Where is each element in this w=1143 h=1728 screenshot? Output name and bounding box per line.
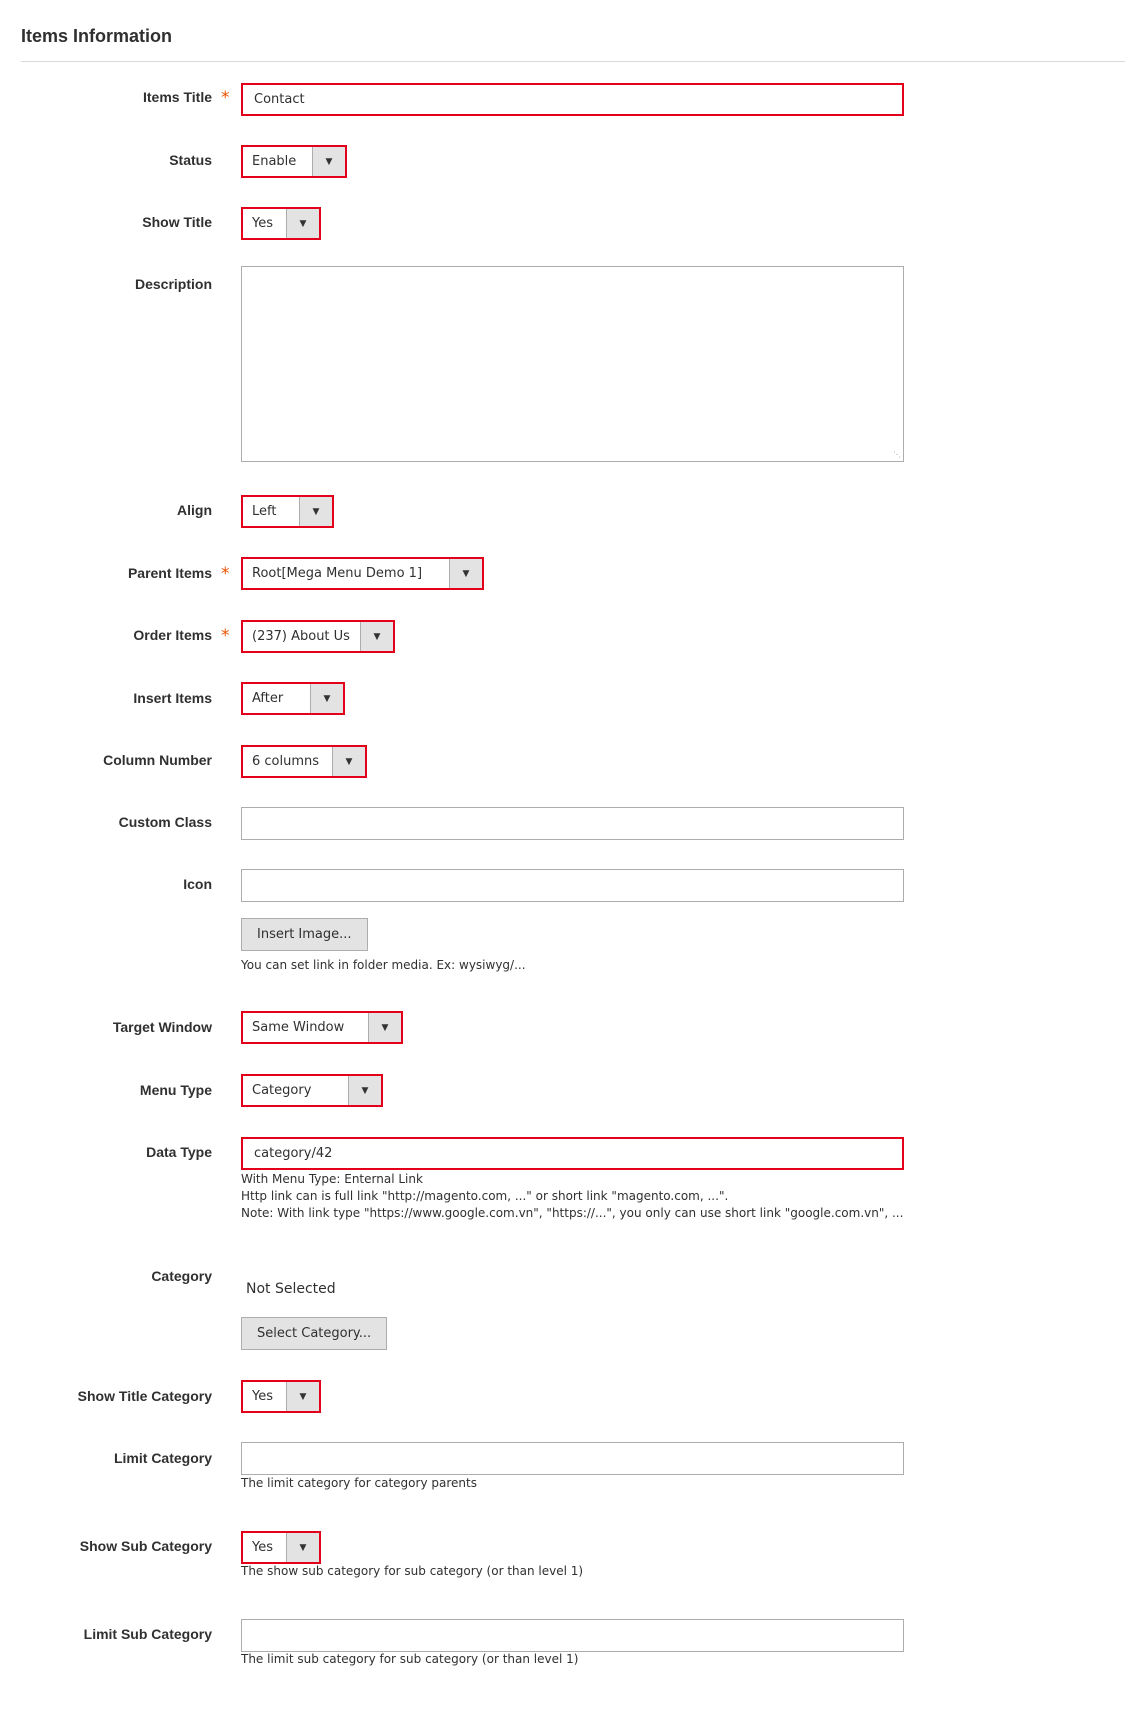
section-divider [21,61,1125,62]
column-number-select[interactable] [241,745,367,778]
category-label: Category [151,1268,212,1284]
limit-category-label: Limit Category [113,1450,212,1466]
chevron-down-icon: ▼ [286,209,319,238]
chevron-down-icon: ▼ [286,1382,319,1411]
limit-category-input[interactable] [241,1442,904,1475]
select-category-button[interactable]: Select Category... [241,1317,387,1350]
section-title: Items Information [21,26,173,46]
icon-label: Icon [183,876,212,892]
order-items-select[interactable] [241,620,395,653]
align-select-value: Left [252,504,277,519]
description-textarea[interactable] [241,266,904,462]
data-type-input[interactable]: category/42 [241,1137,904,1170]
required-marker: * [221,626,230,646]
order-items-select-value: (237) About Us [252,629,350,644]
status-label: Status [169,152,212,168]
show-title-category-label: Show Title Category [77,1388,212,1404]
limit-sub-category-label: Limit Sub Category [83,1626,212,1642]
chevron-down-icon: ▼ [299,497,332,526]
data-type-note: With Menu Type: Enternal Link [241,1172,423,1186]
icon-note: You can set link in folder media. Ex: wysiwyg/... [241,958,526,972]
chevron-down-icon: ▼ [332,747,365,776]
align-label: Align [177,502,212,518]
show-title-category-select-value: Yes [252,1389,273,1404]
target-window-select[interactable] [241,1011,403,1044]
category-selection-text: Not Selected [246,1281,336,1297]
limit-sub-category-note: The limit sub category for sub category (or than level 1) [241,1652,579,1666]
column-number-label: Column Number [103,752,212,768]
data-type-note: Http link can is full link "http://magento.com, ..." or short link "magento.com, ...". [241,1189,729,1203]
menu-type-select-value: Category [252,1083,312,1098]
align-select[interactable] [241,495,334,528]
insert-items-select[interactable] [241,682,345,715]
show-title-select-value: Yes [252,216,273,231]
resize-grip-icon[interactable]: ⋱ [893,450,901,459]
column-number-select-value: 6 columns [252,754,320,769]
status-select-value: Enable [252,154,297,169]
chevron-down-icon: ▼ [360,622,393,651]
required-marker: * [221,88,230,108]
custom-class-label: Custom Class [118,814,212,830]
show-sub-category-label: Show Sub Category [79,1538,212,1554]
show-sub-category-select-value: Yes [252,1540,273,1555]
items-title-label: Items Title [143,89,212,105]
target-window-select-value: Same Window [252,1020,345,1035]
target-window-label: Target Window [112,1019,212,1035]
custom-class-input[interactable] [241,807,904,840]
data-type-label: Data Type [146,1144,212,1160]
chevron-down-icon: ▼ [312,147,345,176]
limit-sub-category-input[interactable] [241,1619,904,1652]
icon-input[interactable] [241,869,904,902]
show-sub-category-note: The show sub category for sub category (or than level 1) [241,1564,584,1578]
limit-category-note: The limit category for category parents [241,1476,477,1490]
description-label: Description [134,276,212,292]
insert-items-label: Insert Items [133,690,212,706]
chevron-down-icon: ▼ [368,1013,401,1042]
show-title-select[interactable] [241,207,321,240]
required-marker: * [221,564,230,584]
insert-image-button[interactable]: Insert Image... [241,918,368,951]
chevron-down-icon: ▼ [449,559,482,588]
order-items-label: Order Items [133,627,212,643]
show-sub-category-select[interactable] [241,1531,321,1564]
menu-type-label: Menu Type [139,1082,212,1098]
menu-type-select[interactable] [241,1074,383,1107]
chevron-down-icon: ▼ [286,1533,319,1562]
parent-items-select[interactable] [241,557,484,590]
chevron-down-icon: ▼ [310,684,343,713]
items-title-input[interactable]: Contact [241,83,904,116]
chevron-down-icon: ▼ [348,1076,381,1105]
parent-items-label: Parent Items [127,565,212,581]
data-type-note: Note: With link type "https://www.google.com.vn", "https://...", you only can use short link "google.com.vn", ... [241,1206,904,1220]
insert-items-select-value: After [252,691,284,706]
show-title-label: Show Title [142,214,212,230]
parent-items-select-value: Root[Mega Menu Demo 1] [252,566,423,581]
status-select[interactable] [241,145,347,178]
show-title-category-select[interactable] [241,1380,321,1413]
